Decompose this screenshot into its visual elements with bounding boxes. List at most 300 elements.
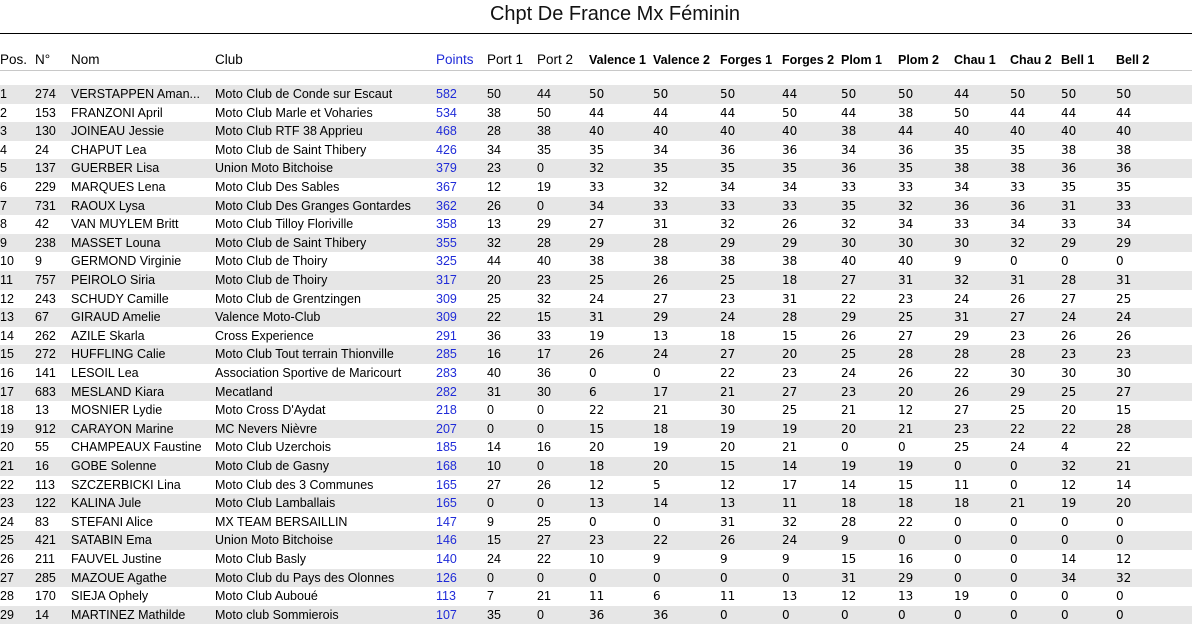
cell-valence-1: 26 bbox=[589, 347, 605, 362]
cell-bell-2: 44 bbox=[1116, 105, 1132, 120]
cell-club: Moto Club Tout terrain Thionville bbox=[215, 347, 394, 362]
cell-forges-2: 18 bbox=[782, 273, 798, 287]
cell-club: Moto Club Marle et Voharies bbox=[215, 105, 373, 120]
cell-chau-2: 0 bbox=[1010, 533, 1018, 548]
header-divider bbox=[0, 70, 1192, 71]
cell-forges-2: 14 bbox=[782, 459, 798, 473]
cell-bell-2: 33 bbox=[1116, 198, 1132, 213]
cell-pos: 12 bbox=[0, 291, 14, 306]
cell-chau-1: 25 bbox=[954, 440, 970, 455]
cell-number: 24 bbox=[35, 142, 49, 157]
cell-port-2: 36 bbox=[537, 366, 551, 380]
cell-plom-1: 44 bbox=[841, 105, 857, 120]
cell-name: SATABIN Ema bbox=[71, 533, 152, 548]
cell-valence-1: 19 bbox=[589, 328, 605, 343]
cell-forges-1: 50 bbox=[720, 87, 736, 101]
cell-forges-2: 29 bbox=[782, 235, 798, 250]
cell-port-1: 0 bbox=[487, 496, 494, 511]
header-name: Nom bbox=[71, 52, 100, 67]
cell-port-2: 26 bbox=[537, 477, 551, 492]
cell-port-1: 26 bbox=[487, 198, 501, 213]
cell-bell-1: 32 bbox=[1061, 459, 1077, 473]
cell-plom-2: 0 bbox=[898, 440, 906, 455]
cell-bell-1: 28 bbox=[1061, 273, 1077, 287]
cell-bell-1: 0 bbox=[1061, 607, 1069, 622]
cell-name: GIRAUD Amelie bbox=[71, 310, 161, 325]
cell-plom-1: 12 bbox=[841, 589, 857, 604]
cell-forges-2: 23 bbox=[782, 366, 798, 380]
cell-name: MASSET Louna bbox=[71, 235, 161, 250]
cell-port-1: 25 bbox=[487, 291, 501, 306]
cell-name: HUFFLING Calie bbox=[71, 347, 166, 362]
cell-points: 309 bbox=[436, 310, 457, 325]
cell-port-2: 44 bbox=[537, 87, 551, 101]
cell-club: Moto Club de Thoiry bbox=[215, 273, 328, 287]
cell-club: Moto Club Des Sables bbox=[215, 180, 340, 194]
cell-valence-1: 44 bbox=[589, 105, 605, 120]
cell-points: 126 bbox=[436, 570, 457, 585]
cell-chau-2: 35 bbox=[1010, 142, 1026, 157]
cell-plom-2: 36 bbox=[898, 142, 914, 157]
cell-bell-2: 27 bbox=[1116, 384, 1132, 399]
cell-port-1: 12 bbox=[487, 180, 501, 194]
cell-bell-1: 31 bbox=[1061, 198, 1077, 213]
cell-forges-1: 15 bbox=[720, 459, 736, 473]
cell-port-2: 28 bbox=[537, 235, 551, 250]
cell-pos: 19 bbox=[0, 421, 14, 436]
cell-name: CHAMPEAUX Faustine bbox=[71, 440, 202, 455]
cell-port-2: 22 bbox=[537, 552, 551, 566]
cell-chau-1: 19 bbox=[954, 589, 970, 604]
cell-chau-1: 0 bbox=[954, 533, 962, 548]
cell-plom-1: 35 bbox=[841, 198, 857, 213]
cell-valence-2: 36 bbox=[653, 607, 669, 622]
cell-plom-2: 18 bbox=[898, 496, 914, 511]
header-chau-2: Chau 2 bbox=[1010, 53, 1052, 67]
cell-plom-2: 33 bbox=[898, 180, 914, 194]
cell-pos: 25 bbox=[0, 533, 14, 548]
cell-number: 912 bbox=[35, 421, 56, 436]
cell-club: MC Nevers Nièvre bbox=[215, 421, 318, 436]
cell-points: 185 bbox=[436, 440, 457, 455]
cell-chau-2: 0 bbox=[1010, 607, 1018, 622]
cell-port-1: 7 bbox=[487, 589, 494, 604]
cell-plom-1: 34 bbox=[841, 142, 857, 157]
cell-pos: 28 bbox=[0, 589, 14, 604]
cell-pos: 13 bbox=[0, 310, 14, 325]
cell-forges-1: 31 bbox=[720, 514, 736, 529]
cell-valence-1: 0 bbox=[589, 514, 597, 529]
cell-chau-1: 30 bbox=[954, 235, 970, 250]
cell-number: 153 bbox=[35, 105, 56, 120]
cell-chau-1: 0 bbox=[954, 607, 962, 622]
cell-chau-1: 33 bbox=[954, 217, 970, 232]
cell-forges-1: 20 bbox=[720, 440, 736, 455]
cell-valence-2: 34 bbox=[653, 142, 669, 157]
table-row bbox=[0, 104, 1192, 123]
cell-number: 170 bbox=[35, 589, 56, 604]
cell-valence-1: 23 bbox=[589, 533, 605, 548]
cell-forges-1: 11 bbox=[720, 589, 736, 604]
header-pos: Pos. bbox=[0, 52, 28, 67]
cell-bell-2: 23 bbox=[1116, 347, 1132, 362]
cell-club: Moto Club Lamballais bbox=[215, 496, 336, 511]
cell-chau-2: 40 bbox=[1010, 124, 1026, 139]
cell-chau-2: 25 bbox=[1010, 403, 1026, 418]
cell-points: 325 bbox=[436, 254, 457, 269]
cell-number: 683 bbox=[35, 384, 56, 399]
cell-points: 317 bbox=[436, 273, 457, 287]
cell-valence-1: 36 bbox=[589, 607, 605, 622]
cell-bell-1: 24 bbox=[1061, 310, 1077, 325]
cell-chau-1: 40 bbox=[954, 124, 970, 139]
cell-chau-2: 0 bbox=[1010, 514, 1018, 529]
cell-chau-1: 22 bbox=[954, 366, 970, 380]
cell-forges-2: 36 bbox=[782, 142, 798, 157]
cell-port-2: 29 bbox=[537, 217, 551, 232]
cell-plom-2: 22 bbox=[898, 514, 914, 529]
cell-number: 130 bbox=[35, 124, 56, 139]
cell-club: Union Moto Bitchoise bbox=[215, 533, 334, 548]
cell-number: 9 bbox=[35, 254, 42, 269]
cell-forges-1: 0 bbox=[720, 607, 728, 622]
cell-number: 229 bbox=[35, 180, 56, 194]
cell-bell-2: 21 bbox=[1116, 459, 1132, 473]
cell-plom-2: 28 bbox=[898, 347, 914, 362]
table-row bbox=[0, 215, 1192, 234]
cell-port-2: 21 bbox=[537, 589, 551, 604]
table-row bbox=[0, 159, 1192, 178]
cell-club: Moto Club de Saint Thibery bbox=[215, 142, 367, 157]
cell-forges-2: 32 bbox=[782, 514, 798, 529]
cell-port-1: 13 bbox=[487, 217, 501, 232]
cell-club: Moto Cross D'Aydat bbox=[215, 403, 326, 418]
cell-name: RAOUX Lysa bbox=[71, 198, 145, 213]
cell-bell-2: 29 bbox=[1116, 235, 1132, 250]
cell-pos: 9 bbox=[0, 235, 7, 250]
cell-points: 358 bbox=[436, 217, 457, 232]
cell-bell-1: 0 bbox=[1061, 589, 1069, 604]
cell-valence-2: 24 bbox=[653, 347, 669, 362]
cell-forges-1: 13 bbox=[720, 496, 736, 511]
cell-chau-1: 0 bbox=[954, 514, 962, 529]
cell-port-1: 9 bbox=[487, 514, 494, 529]
cell-pos: 17 bbox=[0, 384, 14, 399]
cell-bell-1: 14 bbox=[1061, 552, 1077, 566]
cell-port-2: 16 bbox=[537, 440, 551, 455]
cell-club: Moto Club de Gasny bbox=[215, 459, 329, 473]
cell-name: PEIROLO Siria bbox=[71, 273, 156, 287]
cell-plom-1: 25 bbox=[841, 347, 857, 362]
cell-bell-2: 14 bbox=[1116, 477, 1132, 492]
cell-pos: 26 bbox=[0, 552, 14, 566]
cell-bell-2: 50 bbox=[1116, 87, 1132, 101]
cell-forges-2: 21 bbox=[782, 440, 798, 455]
cell-valence-2: 22 bbox=[653, 533, 669, 548]
cell-plom-1: 20 bbox=[841, 421, 857, 436]
cell-forges-2: 24 bbox=[782, 533, 798, 548]
cell-forges-1: 29 bbox=[720, 235, 736, 250]
cell-number: 55 bbox=[35, 440, 49, 455]
cell-name: LESOIL Lea bbox=[71, 366, 139, 380]
cell-points: 283 bbox=[436, 366, 457, 380]
cell-name: CARAYON Marine bbox=[71, 421, 174, 436]
cell-chau-2: 50 bbox=[1010, 87, 1026, 101]
cell-port-1: 23 bbox=[487, 161, 501, 176]
cell-name: SZCZERBICKI Lina bbox=[71, 477, 181, 492]
cell-bell-1: 25 bbox=[1061, 384, 1077, 399]
cell-forges-1: 9 bbox=[720, 552, 728, 566]
cell-port-2: 30 bbox=[537, 384, 551, 399]
cell-bell-2: 38 bbox=[1116, 142, 1132, 157]
cell-chau-1: 23 bbox=[954, 421, 970, 436]
cell-points: 534 bbox=[436, 105, 457, 120]
cell-valence-1: 11 bbox=[589, 589, 605, 604]
cell-forges-1: 19 bbox=[720, 421, 736, 436]
cell-forges-1: 32 bbox=[720, 217, 736, 232]
cell-name: SIEJA Ophely bbox=[71, 589, 149, 604]
cell-bell-1: 0 bbox=[1061, 514, 1069, 529]
cell-pos: 15 bbox=[0, 347, 14, 362]
header-chau-1: Chau 1 bbox=[954, 53, 996, 67]
cell-club: Mecatland bbox=[215, 384, 273, 399]
cell-forges-1: 36 bbox=[720, 142, 736, 157]
cell-bell-1: 29 bbox=[1061, 235, 1077, 250]
cell-valence-1: 10 bbox=[589, 552, 605, 566]
cell-valence-2: 6 bbox=[653, 589, 661, 604]
cell-club: Moto Club Basly bbox=[215, 552, 307, 566]
cell-name: VERSTAPPEN Aman... bbox=[71, 87, 200, 101]
cell-chau-2: 31 bbox=[1010, 273, 1026, 287]
cell-chau-2: 28 bbox=[1010, 347, 1026, 362]
cell-valence-2: 44 bbox=[653, 105, 669, 120]
cell-chau-1: 18 bbox=[954, 496, 970, 511]
cell-valence-2: 13 bbox=[653, 328, 669, 343]
cell-forges-1: 33 bbox=[720, 198, 736, 213]
cell-bell-1: 4 bbox=[1061, 440, 1069, 455]
cell-port-2: 32 bbox=[537, 291, 551, 306]
cell-number: 122 bbox=[35, 496, 56, 511]
header-port-1: Port 1 bbox=[487, 52, 524, 67]
cell-forges-1: 22 bbox=[720, 366, 736, 380]
cell-valence-1: 40 bbox=[589, 124, 605, 139]
cell-plom-2: 25 bbox=[898, 310, 914, 325]
cell-name: FRANZONI April bbox=[71, 105, 163, 120]
cell-club: Moto Club Tilloy Floriville bbox=[215, 217, 354, 232]
cell-plom-2: 19 bbox=[898, 459, 914, 473]
cell-chau-2: 38 bbox=[1010, 161, 1026, 176]
cell-bell-1: 30 bbox=[1061, 366, 1077, 380]
table-row bbox=[0, 178, 1192, 197]
cell-club: Moto Club Des Granges Gontardes bbox=[215, 198, 411, 213]
cell-pos: 5 bbox=[0, 161, 7, 176]
cell-valence-1: 22 bbox=[589, 403, 605, 418]
cell-forges-2: 17 bbox=[782, 477, 798, 492]
cell-pos: 14 bbox=[0, 328, 14, 343]
cell-plom-2: 16 bbox=[898, 552, 914, 566]
cell-port-1: 22 bbox=[487, 310, 501, 325]
cell-plom-2: 27 bbox=[898, 328, 914, 343]
table-row bbox=[0, 587, 1192, 606]
table-row bbox=[0, 197, 1192, 216]
cell-forges-2: 0 bbox=[782, 570, 790, 585]
cell-plom-1: 31 bbox=[841, 570, 857, 585]
cell-port-1: 10 bbox=[487, 459, 501, 473]
cell-club: Valence Moto-Club bbox=[215, 310, 321, 325]
cell-bell-1: 0 bbox=[1061, 533, 1069, 548]
table-row bbox=[0, 401, 1192, 420]
cell-port-2: 15 bbox=[537, 310, 551, 325]
cell-bell-1: 26 bbox=[1061, 328, 1077, 343]
cell-bell-2: 20 bbox=[1116, 496, 1132, 511]
cell-forges-2: 25 bbox=[782, 403, 798, 418]
cell-valence-2: 0 bbox=[653, 570, 661, 585]
cell-valence-2: 31 bbox=[653, 217, 669, 232]
cell-club: Association Sportive de Maricourt bbox=[215, 366, 402, 380]
cell-port-1: 14 bbox=[487, 440, 501, 455]
cell-port-1: 0 bbox=[487, 403, 494, 418]
cell-chau-2: 32 bbox=[1010, 235, 1026, 250]
cell-points: 113 bbox=[436, 589, 456, 604]
title-divider bbox=[0, 33, 1192, 34]
cell-chau-1: 24 bbox=[954, 291, 970, 306]
cell-plom-2: 15 bbox=[898, 477, 914, 492]
cell-pos: 3 bbox=[0, 124, 7, 139]
header-valence-2: Valence 2 bbox=[653, 53, 710, 67]
cell-forges-2: 27 bbox=[782, 384, 798, 399]
table-row bbox=[0, 85, 1192, 104]
cell-plom-2: 26 bbox=[898, 366, 914, 380]
header-forges-2: Forges 2 bbox=[782, 53, 835, 67]
cell-name: CHAPUT Lea bbox=[71, 142, 147, 157]
cell-chau-1: 0 bbox=[954, 552, 962, 566]
cell-pos: 23 bbox=[0, 496, 14, 511]
cell-forges-2: 28 bbox=[782, 310, 798, 325]
cell-forges-2: 26 bbox=[782, 217, 798, 232]
cell-valence-1: 27 bbox=[589, 217, 605, 232]
header-number: N° bbox=[35, 52, 51, 67]
cell-port-1: 24 bbox=[487, 552, 501, 566]
table-row bbox=[0, 141, 1192, 160]
table-row bbox=[0, 383, 1192, 402]
cell-chau-1: 0 bbox=[954, 459, 962, 473]
cell-valence-2: 5 bbox=[653, 477, 661, 492]
cell-port-2: 19 bbox=[537, 180, 551, 194]
table-row bbox=[0, 122, 1192, 141]
cell-number: 14 bbox=[35, 607, 49, 622]
cell-forges-1: 12 bbox=[720, 477, 736, 492]
cell-pos: 10 bbox=[0, 254, 14, 269]
cell-chau-1: 29 bbox=[954, 328, 970, 343]
cell-pos: 1 bbox=[0, 87, 7, 101]
table-row bbox=[0, 420, 1192, 439]
cell-valence-1: 31 bbox=[589, 310, 605, 325]
cell-chau-1: 50 bbox=[954, 105, 970, 120]
table-row bbox=[0, 327, 1192, 346]
cell-forges-1: 44 bbox=[720, 105, 736, 120]
cell-name: MAZOUE Agathe bbox=[71, 570, 167, 585]
header-port-2: Port 2 bbox=[537, 52, 574, 67]
cell-valence-2: 18 bbox=[653, 421, 669, 436]
cell-points: 291 bbox=[436, 328, 457, 343]
cell-forges-2: 9 bbox=[782, 552, 790, 566]
header-plom-2: Plom 2 bbox=[898, 53, 939, 67]
cell-pos: 8 bbox=[0, 217, 7, 232]
cell-name: AZILE Skarla bbox=[71, 328, 145, 343]
cell-plom-1: 40 bbox=[841, 254, 857, 269]
cell-port-1: 44 bbox=[487, 254, 501, 269]
cell-name: SCHUDY Camille bbox=[71, 291, 169, 306]
cell-name: GOBE Solenne bbox=[71, 459, 157, 473]
cell-valence-2: 14 bbox=[653, 496, 669, 511]
cell-plom-1: 27 bbox=[841, 273, 857, 287]
cell-plom-1: 0 bbox=[841, 607, 849, 622]
cell-plom-1: 30 bbox=[841, 235, 857, 250]
cell-plom-1: 50 bbox=[841, 87, 857, 101]
cell-forges-2: 44 bbox=[782, 87, 798, 101]
cell-name: FAUVEL Justine bbox=[71, 552, 162, 566]
cell-number: 272 bbox=[35, 347, 56, 362]
cell-valence-2: 29 bbox=[653, 310, 669, 325]
cell-valence-1: 50 bbox=[589, 87, 605, 101]
cell-points: 165 bbox=[436, 496, 457, 511]
cell-plom-2: 0 bbox=[898, 607, 906, 622]
table-row bbox=[0, 345, 1192, 364]
cell-number: 83 bbox=[35, 514, 49, 529]
cell-name: GERMOND Virginie bbox=[71, 254, 182, 269]
cell-bell-1: 38 bbox=[1061, 142, 1077, 157]
cell-chau-1: 44 bbox=[954, 87, 970, 101]
cell-plom-1: 0 bbox=[841, 440, 849, 455]
cell-chau-1: 26 bbox=[954, 384, 970, 399]
cell-chau-2: 23 bbox=[1010, 328, 1026, 343]
cell-name: JOINEAU Jessie bbox=[71, 124, 165, 139]
cell-chau-1: 35 bbox=[954, 142, 970, 157]
table-row bbox=[0, 271, 1192, 290]
cell-name: GUERBER Lisa bbox=[71, 161, 160, 176]
cell-chau-2: 0 bbox=[1010, 570, 1018, 585]
cell-port-2: 0 bbox=[537, 570, 544, 585]
cell-valence-1: 35 bbox=[589, 142, 605, 157]
cell-name: KALINA Jule bbox=[71, 496, 142, 511]
cell-bell-1: 20 bbox=[1061, 403, 1077, 418]
header-plom-1: Plom 1 bbox=[841, 53, 882, 67]
cell-pos: 20 bbox=[0, 440, 14, 455]
cell-points: 285 bbox=[436, 347, 457, 362]
cell-chau-1: 28 bbox=[954, 347, 970, 362]
cell-club: Moto Club des 3 Communes bbox=[215, 477, 374, 492]
cell-bell-1: 22 bbox=[1061, 421, 1077, 436]
cell-port-2: 0 bbox=[537, 496, 544, 511]
cell-bell-2: 15 bbox=[1116, 403, 1132, 418]
cell-port-1: 32 bbox=[487, 235, 501, 250]
cell-valence-2: 17 bbox=[653, 384, 669, 399]
cell-valence-2: 0 bbox=[653, 366, 661, 380]
cell-club: Moto Club de Grentzingen bbox=[215, 291, 361, 306]
cell-plom-2: 30 bbox=[898, 235, 914, 250]
cell-forges-1: 18 bbox=[720, 328, 736, 343]
cell-chau-2: 0 bbox=[1010, 459, 1018, 473]
cell-points: 168 bbox=[436, 459, 457, 473]
cell-valence-2: 33 bbox=[653, 198, 669, 213]
cell-chau-1: 32 bbox=[954, 273, 970, 287]
cell-bell-1: 40 bbox=[1061, 124, 1077, 139]
cell-points: 355 bbox=[436, 235, 457, 250]
cell-bell-2: 12 bbox=[1116, 552, 1132, 566]
cell-valence-2: 28 bbox=[653, 235, 669, 250]
table-row bbox=[0, 308, 1192, 327]
cell-number: 211 bbox=[35, 552, 55, 566]
